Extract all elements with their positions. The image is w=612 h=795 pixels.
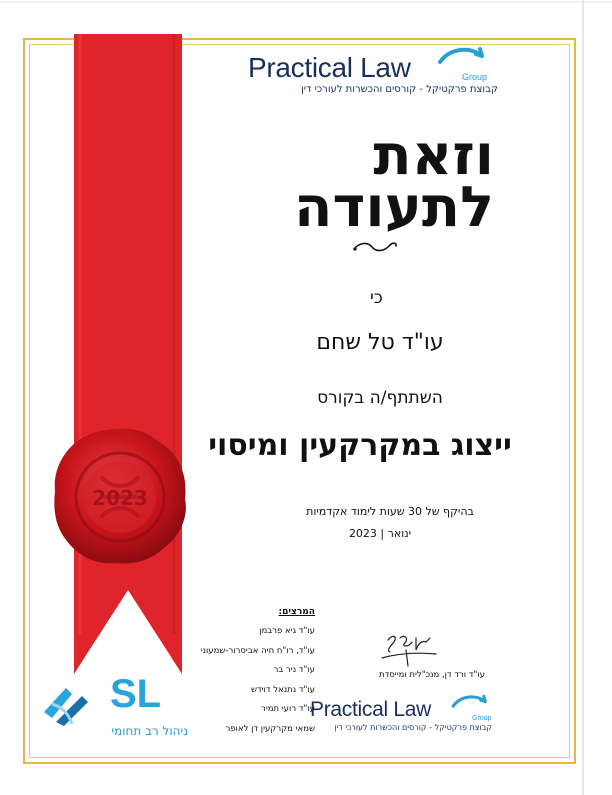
ki-text: כי — [370, 288, 383, 308]
seal-year: 2023 — [92, 486, 148, 510]
practical-law-logo-bottom — [310, 698, 510, 738]
lecturer-item: עו"ד רועי תמיר — [261, 704, 315, 714]
brand-tagline: קבוצת פרקטיקל - קורסים והכשרות לעורכי דין — [301, 84, 498, 95]
flourish-ornament — [350, 240, 400, 254]
sl-emblem-icon — [42, 684, 92, 730]
brand-tagline-bottom: קבוצת פרקטיקל - קורסים והכשרות לעורכי דין — [334, 723, 492, 732]
lecturer-item: עו"ד נתנאל דוידש — [250, 684, 315, 695]
title-line-2: לתעודה — [293, 175, 494, 240]
red-ribbon — [74, 34, 182, 674]
course-name: ייצוג במקרקעין ומיסוי — [208, 428, 512, 463]
swoosh-icon — [450, 694, 490, 714]
brand-group: Group — [462, 72, 488, 82]
course-date: ינואר | 2023 — [348, 527, 412, 540]
title-line-1: וזאת — [373, 123, 494, 188]
sl-mark: SL — [110, 672, 162, 716]
course-scope: בהיקף של 30 שעות לימוד אקדמיות — [306, 505, 474, 518]
signature-caption: עו"ד ורד דן, מנכ"לית ומייסדת — [379, 670, 485, 680]
recipient-name: עו"ד טל שחם — [316, 330, 444, 355]
lecturer-item: עו"ד, רו"ח חיה אביסרור-שמעוני — [200, 645, 315, 656]
lecturer-item: עו"ד ניר בר — [273, 665, 315, 675]
lecturer-item: עו"ד גיא פרבמן — [259, 626, 315, 636]
brand-name-bottom: Practical Law — [310, 698, 431, 721]
sl-partner-logo — [42, 672, 192, 742]
lecturers-heading: המרצים: — [278, 607, 315, 617]
sl-subtitle: ניהול רב תחומי — [111, 724, 188, 738]
swoosh-icon — [436, 46, 488, 72]
handwritten-signature — [378, 628, 440, 670]
practical-law-logo-top — [248, 52, 508, 98]
brand-group-bottom: Group — [472, 715, 492, 722]
lecturer-item: שמאי מקרקעין דן לאופר — [225, 723, 315, 734]
wax-seal — [51, 425, 189, 567]
participated-text: השתתף/ה בקורס — [317, 388, 443, 408]
brand-name: Practical Law — [248, 52, 411, 83]
